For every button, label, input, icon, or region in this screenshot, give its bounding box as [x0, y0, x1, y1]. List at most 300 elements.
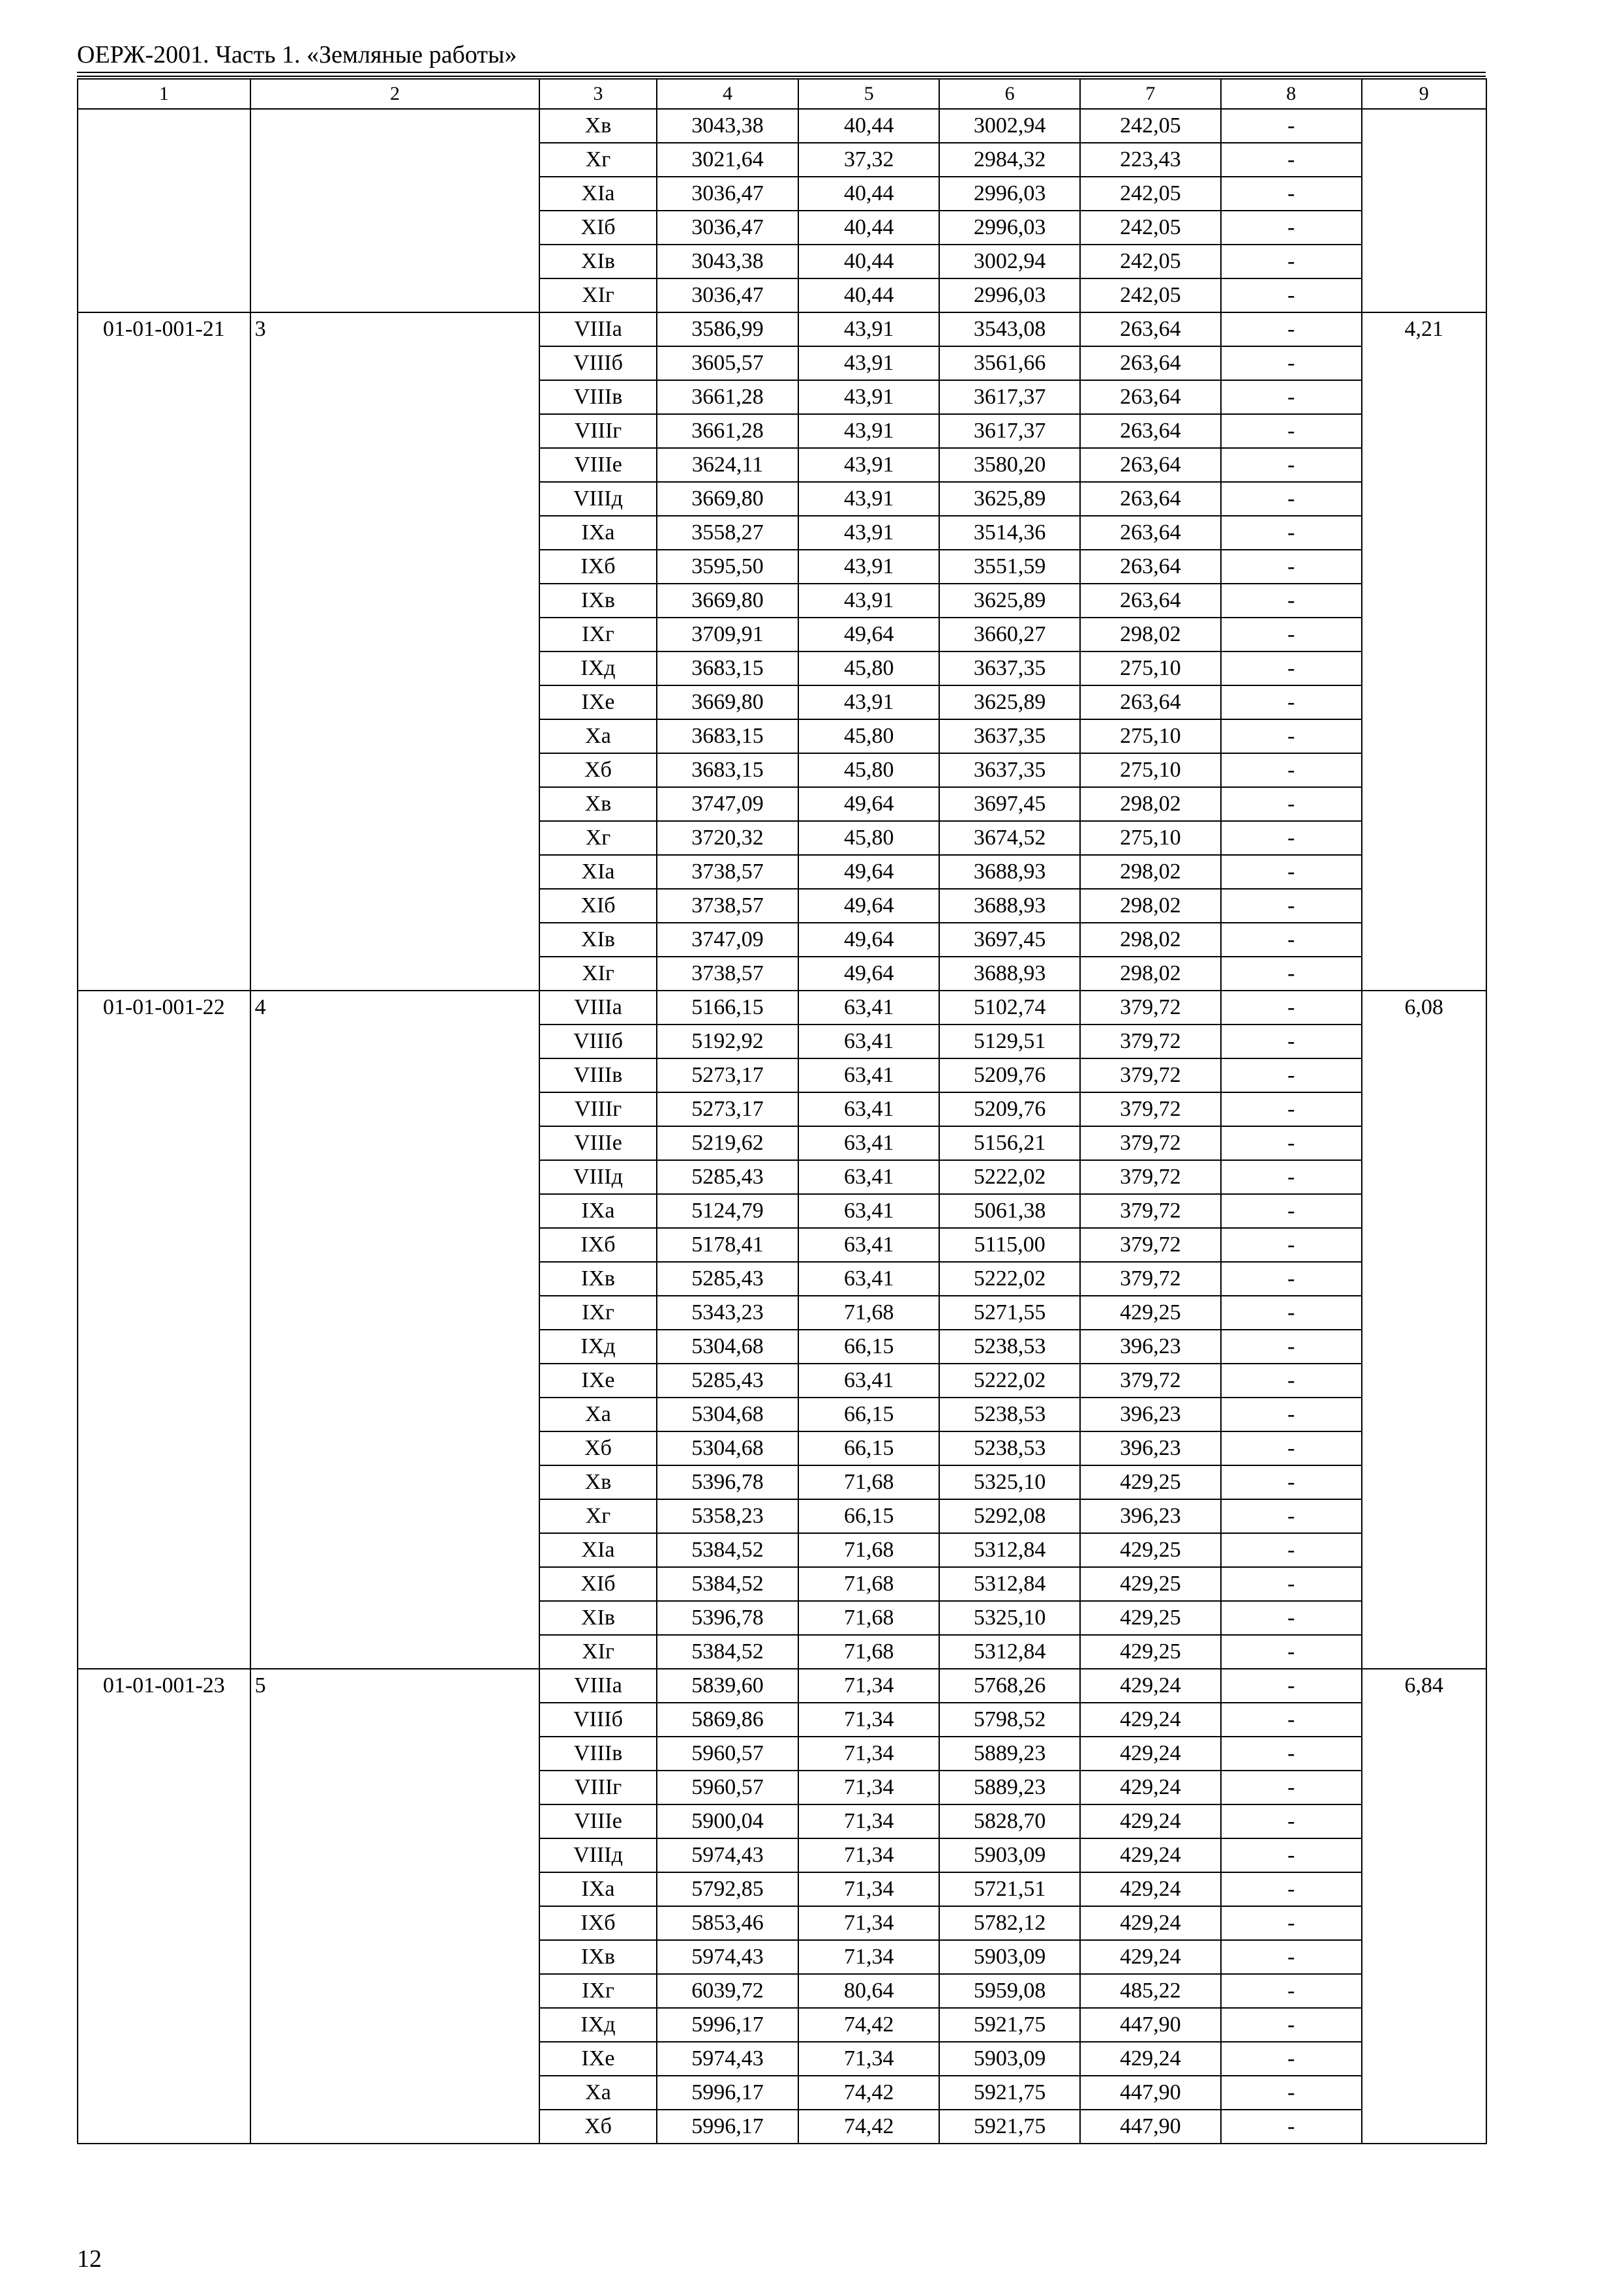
- value-cell: 3624,11: [657, 448, 799, 482]
- value-cell: 429,24: [1080, 1872, 1221, 1906]
- zone-cell: IXд: [539, 1330, 656, 1364]
- value-cell: 3605,57: [657, 346, 799, 380]
- value-cell: 3043,38: [657, 109, 799, 143]
- value-cell: -: [1221, 2042, 1362, 2076]
- zone-cell: Xг: [539, 1499, 656, 1533]
- value-cell: -: [1221, 923, 1362, 957]
- value-cell: -: [1221, 1669, 1362, 1703]
- value-cell: 242,05: [1080, 109, 1221, 143]
- value-cell: 3637,35: [939, 651, 1080, 685]
- value-cell: -: [1221, 1262, 1362, 1296]
- table-row: [78, 109, 1486, 143]
- column-number: 2: [250, 79, 540, 109]
- value-cell: 379,72: [1080, 1160, 1221, 1194]
- value-cell: -: [1221, 719, 1362, 753]
- value-cell: 3625,89: [939, 685, 1080, 719]
- column9-cell: 6,84: [1362, 1669, 1486, 2144]
- value-cell: -: [1221, 346, 1362, 380]
- value-cell: 275,10: [1080, 651, 1221, 685]
- value-cell: 5285,43: [657, 1262, 799, 1296]
- value-cell: 3661,28: [657, 414, 799, 448]
- price-table: [77, 78, 1487, 2144]
- value-cell: 298,02: [1080, 855, 1221, 889]
- value-cell: -: [1221, 177, 1362, 211]
- value-cell: 5222,02: [939, 1160, 1080, 1194]
- value-cell: 3617,37: [939, 414, 1080, 448]
- zone-cell: VIIIб: [539, 346, 656, 380]
- value-cell: 429,24: [1080, 1737, 1221, 1771]
- value-cell: 263,64: [1080, 414, 1221, 448]
- value-cell: -: [1221, 584, 1362, 618]
- zone-cell: IXб: [539, 550, 656, 584]
- header-rule-bottom: [77, 76, 1486, 77]
- value-cell: 3625,89: [939, 482, 1080, 516]
- zone-cell: VIIIа: [539, 1669, 656, 1703]
- value-cell: 298,02: [1080, 957, 1221, 991]
- value-cell: 5996,17: [657, 2008, 799, 2042]
- zone-cell: XIб: [539, 211, 656, 245]
- value-cell: 5782,12: [939, 1906, 1080, 1940]
- zone-cell: Xа: [539, 2076, 656, 2110]
- value-cell: 3683,15: [657, 651, 799, 685]
- value-cell: 74,42: [798, 2110, 939, 2144]
- column9-cell: 6,08: [1362, 991, 1486, 1669]
- value-cell: -: [1221, 278, 1362, 312]
- value-cell: -: [1221, 957, 1362, 991]
- value-cell: 66,15: [798, 1499, 939, 1533]
- zone-cell: XIа: [539, 177, 656, 211]
- value-cell: 43,91: [798, 414, 939, 448]
- value-cell: 5903,09: [939, 1838, 1080, 1872]
- value-cell: 5115,00: [939, 1228, 1080, 1262]
- zone-cell: VIIIб: [539, 1703, 656, 1737]
- value-cell: -: [1221, 787, 1362, 821]
- value-cell: 396,23: [1080, 1398, 1221, 1431]
- value-cell: -: [1221, 1364, 1362, 1398]
- value-cell: 3720,32: [657, 821, 799, 855]
- value-cell: 5960,57: [657, 1771, 799, 1804]
- value-cell: 66,15: [798, 1431, 939, 1465]
- value-cell: -: [1221, 1838, 1362, 1872]
- value-cell: -: [1221, 1771, 1362, 1804]
- table-row: [78, 1669, 1486, 1703]
- zone-cell: VIIIв: [539, 1737, 656, 1771]
- value-cell: 3688,93: [939, 957, 1080, 991]
- value-cell: 5974,43: [657, 1838, 799, 1872]
- value-cell: 3738,57: [657, 855, 799, 889]
- value-cell: 5921,75: [939, 2008, 1080, 2042]
- value-cell: 71,68: [798, 1533, 939, 1567]
- value-cell: 447,90: [1080, 2008, 1221, 2042]
- value-cell: 429,24: [1080, 2042, 1221, 2076]
- page-header: [77, 38, 1486, 72]
- value-cell: 3697,45: [939, 787, 1080, 821]
- value-cell: 5889,23: [939, 1771, 1080, 1804]
- value-cell: 3669,80: [657, 685, 799, 719]
- value-cell: -: [1221, 991, 1362, 1025]
- zone-cell: IXе: [539, 685, 656, 719]
- value-cell: 63,41: [798, 1160, 939, 1194]
- value-cell: 5853,46: [657, 1906, 799, 1940]
- value-cell: -: [1221, 516, 1362, 550]
- zone-cell: XIб: [539, 1567, 656, 1601]
- zone-cell: IXд: [539, 2008, 656, 2042]
- value-cell: 3002,94: [939, 245, 1080, 278]
- value-cell: 298,02: [1080, 889, 1221, 923]
- value-cell: -: [1221, 753, 1362, 787]
- value-cell: 71,34: [798, 1771, 939, 1804]
- column-number-row: [78, 79, 1486, 109]
- value-cell: 3683,15: [657, 719, 799, 753]
- value-cell: -: [1221, 1330, 1362, 1364]
- zone-cell: VIIIв: [539, 380, 656, 414]
- value-cell: 3036,47: [657, 278, 799, 312]
- zone-cell: IXв: [539, 584, 656, 618]
- value-cell: 63,41: [798, 1364, 939, 1398]
- value-cell: 40,44: [798, 211, 939, 245]
- value-cell: 429,25: [1080, 1296, 1221, 1330]
- value-cell: 379,72: [1080, 1058, 1221, 1092]
- value-cell: 2996,03: [939, 278, 1080, 312]
- value-cell: 5292,08: [939, 1499, 1080, 1533]
- value-cell: 429,24: [1080, 1906, 1221, 1940]
- value-cell: 71,34: [798, 1703, 939, 1737]
- value-cell: 5312,84: [939, 1567, 1080, 1601]
- zone-cell: Xб: [539, 2110, 656, 2144]
- value-cell: 49,64: [798, 618, 939, 651]
- value-cell: 5312,84: [939, 1533, 1080, 1567]
- value-cell: 66,15: [798, 1398, 939, 1431]
- rate-code-cell: 01-01-001-23: [78, 1669, 250, 2144]
- value-cell: 49,64: [798, 923, 939, 957]
- value-cell: 5974,43: [657, 2042, 799, 2076]
- value-cell: 45,80: [798, 651, 939, 685]
- value-cell: 5209,76: [939, 1092, 1080, 1126]
- rate-code-cell: [78, 109, 250, 312]
- column-number: 9: [1362, 79, 1486, 109]
- value-cell: 429,25: [1080, 1533, 1221, 1567]
- column-number: 8: [1221, 79, 1362, 109]
- value-cell: 5325,10: [939, 1601, 1080, 1635]
- value-cell: 5129,51: [939, 1025, 1080, 1058]
- value-cell: 5343,23: [657, 1296, 799, 1330]
- zone-cell: XIв: [539, 245, 656, 278]
- rate-code-cell: 01-01-001-21: [78, 312, 250, 991]
- zone-cell: VIIIд: [539, 1160, 656, 1194]
- value-cell: 3738,57: [657, 957, 799, 991]
- column2-cell: 3: [250, 312, 540, 991]
- value-cell: 5304,68: [657, 1431, 799, 1465]
- value-cell: 5222,02: [939, 1262, 1080, 1296]
- value-cell: 37,32: [798, 143, 939, 177]
- zone-cell: Xг: [539, 143, 656, 177]
- table-row: [78, 312, 1486, 346]
- value-cell: 5721,51: [939, 1872, 1080, 1906]
- value-cell: 3738,57: [657, 889, 799, 923]
- value-cell: -: [1221, 1703, 1362, 1737]
- value-cell: 3637,35: [939, 753, 1080, 787]
- value-cell: 396,23: [1080, 1431, 1221, 1465]
- column-number: 1: [78, 79, 250, 109]
- page-number: 12: [77, 2245, 102, 2273]
- value-cell: 43,91: [798, 448, 939, 482]
- value-cell: 5358,23: [657, 1499, 799, 1533]
- zone-cell: IXб: [539, 1228, 656, 1262]
- value-cell: 3697,45: [939, 923, 1080, 957]
- value-cell: 5921,75: [939, 2076, 1080, 2110]
- value-cell: 80,64: [798, 1974, 939, 2008]
- document-title: ОЕРЖ-2001. Часть 1. «Земляные работы»: [77, 41, 517, 68]
- value-cell: 429,24: [1080, 1669, 1221, 1703]
- value-cell: 3709,91: [657, 618, 799, 651]
- value-cell: 429,25: [1080, 1601, 1221, 1635]
- value-cell: 429,25: [1080, 1635, 1221, 1669]
- value-cell: 49,64: [798, 787, 939, 821]
- value-cell: 43,91: [798, 312, 939, 346]
- value-cell: -: [1221, 2110, 1362, 2144]
- value-cell: 5828,70: [939, 1804, 1080, 1838]
- value-cell: 43,91: [798, 550, 939, 584]
- value-cell: -: [1221, 380, 1362, 414]
- value-cell: 43,91: [798, 584, 939, 618]
- value-cell: 5921,75: [939, 2110, 1080, 2144]
- value-cell: 485,22: [1080, 1974, 1221, 2008]
- value-cell: 3561,66: [939, 346, 1080, 380]
- value-cell: 263,64: [1080, 685, 1221, 719]
- value-cell: 49,64: [798, 889, 939, 923]
- value-cell: 5384,52: [657, 1533, 799, 1567]
- value-cell: 263,64: [1080, 346, 1221, 380]
- value-cell: 263,64: [1080, 312, 1221, 346]
- value-cell: -: [1221, 1940, 1362, 1974]
- value-cell: -: [1221, 482, 1362, 516]
- value-cell: -: [1221, 1737, 1362, 1771]
- value-cell: 3543,08: [939, 312, 1080, 346]
- value-cell: 63,41: [798, 1194, 939, 1228]
- value-cell: 429,25: [1080, 1465, 1221, 1499]
- value-cell: 447,90: [1080, 2076, 1221, 2110]
- value-cell: 3688,93: [939, 855, 1080, 889]
- zone-cell: IXв: [539, 1262, 656, 1296]
- value-cell: 43,91: [798, 516, 939, 550]
- value-cell: 3625,89: [939, 584, 1080, 618]
- value-cell: 63,41: [798, 1262, 939, 1296]
- value-cell: 5384,52: [657, 1567, 799, 1601]
- value-cell: 5061,38: [939, 1194, 1080, 1228]
- value-cell: -: [1221, 1906, 1362, 1940]
- zone-cell: IXа: [539, 1872, 656, 1906]
- zone-cell: XIг: [539, 1635, 656, 1669]
- value-cell: -: [1221, 1228, 1362, 1262]
- value-cell: 63,41: [798, 1228, 939, 1262]
- zone-cell: VIIIе: [539, 1804, 656, 1838]
- value-cell: 275,10: [1080, 821, 1221, 855]
- value-cell: -: [1221, 312, 1362, 346]
- value-cell: 3617,37: [939, 380, 1080, 414]
- value-cell: 5238,53: [939, 1431, 1080, 1465]
- zone-cell: VIIIг: [539, 1092, 656, 1126]
- value-cell: -: [1221, 618, 1362, 651]
- value-cell: -: [1221, 821, 1362, 855]
- column9-cell: [1362, 109, 1486, 312]
- value-cell: 5869,86: [657, 1703, 799, 1737]
- value-cell: 5271,55: [939, 1296, 1080, 1330]
- value-cell: 5304,68: [657, 1398, 799, 1431]
- value-cell: 66,15: [798, 1330, 939, 1364]
- value-cell: 242,05: [1080, 278, 1221, 312]
- value-cell: -: [1221, 1058, 1362, 1092]
- value-cell: 71,34: [798, 1838, 939, 1872]
- column-number: 4: [657, 79, 799, 109]
- zone-cell: IXв: [539, 1940, 656, 1974]
- value-cell: 74,42: [798, 2076, 939, 2110]
- value-cell: 43,91: [798, 380, 939, 414]
- table-body: [78, 79, 1486, 2144]
- value-cell: 5889,23: [939, 1737, 1080, 1771]
- value-cell: 71,34: [798, 1872, 939, 1906]
- value-cell: 3021,64: [657, 143, 799, 177]
- value-cell: -: [1221, 1601, 1362, 1635]
- value-cell: 3660,27: [939, 618, 1080, 651]
- zone-cell: VIIIд: [539, 482, 656, 516]
- value-cell: 3595,50: [657, 550, 799, 584]
- value-cell: -: [1221, 1126, 1362, 1160]
- value-cell: 429,24: [1080, 1804, 1221, 1838]
- value-cell: 447,90: [1080, 2110, 1221, 2144]
- value-cell: 71,34: [798, 1669, 939, 1703]
- value-cell: 5238,53: [939, 1398, 1080, 1431]
- value-cell: -: [1221, 1025, 1362, 1058]
- value-cell: 71,34: [798, 1804, 939, 1838]
- value-cell: 63,41: [798, 1058, 939, 1092]
- value-cell: 396,23: [1080, 1330, 1221, 1364]
- value-cell: 40,44: [798, 177, 939, 211]
- header-rule-top: [77, 72, 1486, 73]
- value-cell: 3580,20: [939, 448, 1080, 482]
- value-cell: 379,72: [1080, 1364, 1221, 1398]
- value-cell: 429,24: [1080, 1838, 1221, 1872]
- value-cell: 379,72: [1080, 1092, 1221, 1126]
- column9-cell: 4,21: [1362, 312, 1486, 991]
- column2-cell: 5: [250, 1669, 540, 2144]
- value-cell: 5900,04: [657, 1804, 799, 1838]
- zone-cell: VIIIг: [539, 414, 656, 448]
- value-cell: 298,02: [1080, 618, 1221, 651]
- value-cell: 2984,32: [939, 143, 1080, 177]
- value-cell: 429,24: [1080, 1703, 1221, 1737]
- value-cell: 5166,15: [657, 991, 799, 1025]
- value-cell: 5396,78: [657, 1601, 799, 1635]
- value-cell: -: [1221, 109, 1362, 143]
- value-cell: 242,05: [1080, 211, 1221, 245]
- value-cell: 63,41: [798, 1092, 939, 1126]
- value-cell: 429,24: [1080, 1940, 1221, 1974]
- value-cell: 223,43: [1080, 143, 1221, 177]
- zone-cell: XIб: [539, 889, 656, 923]
- zone-cell: VIIIг: [539, 1771, 656, 1804]
- zone-cell: Xа: [539, 719, 656, 753]
- value-cell: 263,64: [1080, 380, 1221, 414]
- value-cell: 5222,02: [939, 1364, 1080, 1398]
- zone-cell: XIа: [539, 855, 656, 889]
- value-cell: 3683,15: [657, 753, 799, 787]
- value-cell: 3558,27: [657, 516, 799, 550]
- value-cell: 71,68: [798, 1465, 939, 1499]
- value-cell: 3002,94: [939, 109, 1080, 143]
- value-cell: 5178,41: [657, 1228, 799, 1262]
- value-cell: 5903,09: [939, 2042, 1080, 2076]
- value-cell: 3036,47: [657, 177, 799, 211]
- value-cell: 5839,60: [657, 1669, 799, 1703]
- value-cell: 49,64: [798, 957, 939, 991]
- value-cell: -: [1221, 1567, 1362, 1601]
- value-cell: -: [1221, 1533, 1362, 1567]
- value-cell: 2996,03: [939, 211, 1080, 245]
- zone-cell: Xб: [539, 1431, 656, 1465]
- column-number: 3: [539, 79, 656, 109]
- value-cell: 379,72: [1080, 1126, 1221, 1160]
- value-cell: 40,44: [798, 109, 939, 143]
- zone-cell: XIа: [539, 1533, 656, 1567]
- value-cell: 379,72: [1080, 1025, 1221, 1058]
- zone-cell: VIIIв: [539, 1058, 656, 1092]
- value-cell: 379,72: [1080, 1262, 1221, 1296]
- value-cell: 263,64: [1080, 550, 1221, 584]
- value-cell: 5312,84: [939, 1635, 1080, 1669]
- value-cell: 5996,17: [657, 2110, 799, 2144]
- value-cell: 298,02: [1080, 787, 1221, 821]
- value-cell: 71,34: [798, 2042, 939, 2076]
- zone-cell: Xа: [539, 1398, 656, 1431]
- value-cell: 3747,09: [657, 923, 799, 957]
- value-cell: 263,64: [1080, 516, 1221, 550]
- value-cell: 43,91: [798, 685, 939, 719]
- value-cell: 5768,26: [939, 1669, 1080, 1703]
- value-cell: 379,72: [1080, 1194, 1221, 1228]
- zone-cell: IXа: [539, 1194, 656, 1228]
- value-cell: -: [1221, 245, 1362, 278]
- value-cell: 5285,43: [657, 1364, 799, 1398]
- value-cell: 43,91: [798, 346, 939, 380]
- value-cell: -: [1221, 2076, 1362, 2110]
- value-cell: 71,68: [798, 1601, 939, 1635]
- value-cell: 45,80: [798, 719, 939, 753]
- value-cell: 5996,17: [657, 2076, 799, 2110]
- column2-cell: 4: [250, 991, 540, 1669]
- value-cell: 74,42: [798, 2008, 939, 2042]
- value-cell: 379,72: [1080, 991, 1221, 1025]
- value-cell: 3036,47: [657, 211, 799, 245]
- value-cell: 2996,03: [939, 177, 1080, 211]
- value-cell: -: [1221, 1804, 1362, 1838]
- value-cell: -: [1221, 211, 1362, 245]
- value-cell: 45,80: [798, 753, 939, 787]
- zone-cell: IXг: [539, 1296, 656, 1330]
- value-cell: 6039,72: [657, 1974, 799, 2008]
- value-cell: 5792,85: [657, 1872, 799, 1906]
- value-cell: 40,44: [798, 245, 939, 278]
- value-cell: 5396,78: [657, 1465, 799, 1499]
- value-cell: 5156,21: [939, 1126, 1080, 1160]
- value-cell: 263,64: [1080, 584, 1221, 618]
- value-cell: 63,41: [798, 991, 939, 1025]
- value-cell: -: [1221, 1465, 1362, 1499]
- value-cell: 5273,17: [657, 1092, 799, 1126]
- value-cell: -: [1221, 1296, 1362, 1330]
- value-cell: 5124,79: [657, 1194, 799, 1228]
- value-cell: 71,34: [798, 1940, 939, 1974]
- zone-cell: IXд: [539, 651, 656, 685]
